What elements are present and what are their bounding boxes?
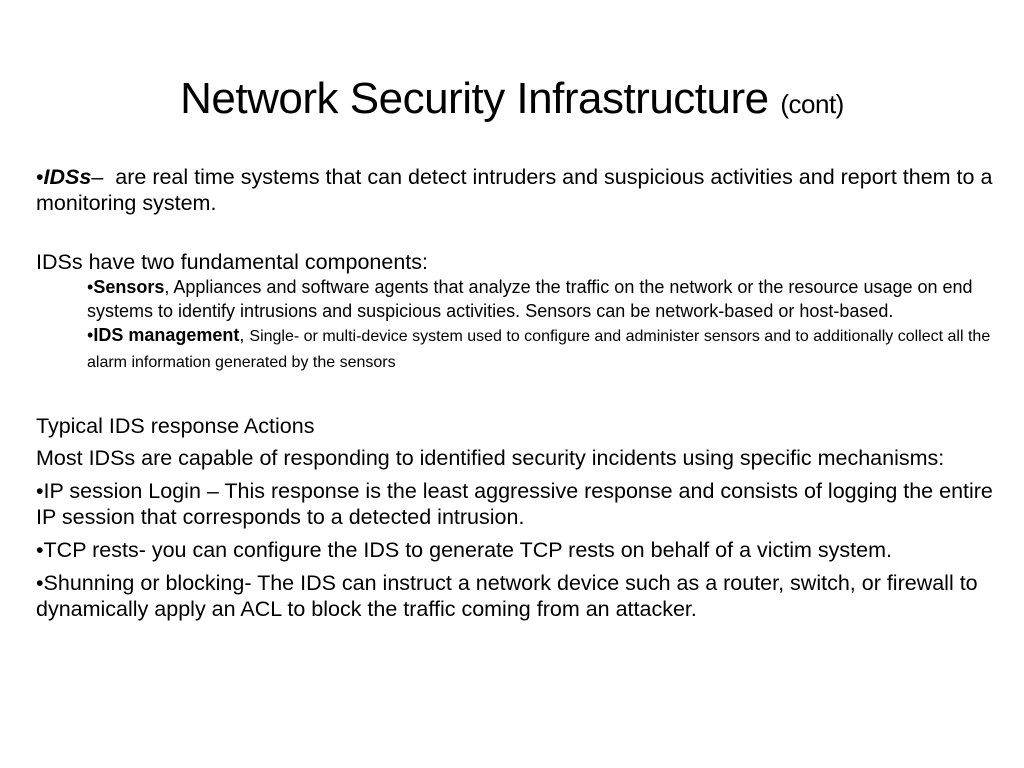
idss-definition-text: are real time systems that can detect intruders and suspicious activities and report them to a monitoring system. [36,165,993,215]
response-heading: Typical IDS response Actions [36,414,315,438]
slide-title-suffix: (cont) [780,89,844,119]
idss-term: IDSs [43,165,92,189]
slide-title [0,72,1024,131]
ids-management-item [87,323,996,375]
response-intro: Most IDSs are capable of responding to identified security incidents using specific mechanisms: [36,446,945,470]
response-text: Shunning or blocking- The IDS can instruct a network device such as a router, switch, or firewall to dynamically apply an ACL to block the traffic coming from an attacker. [36,571,978,621]
response-item-shunning [36,570,996,622]
slide-body [36,164,996,622]
bullet: • [36,479,44,503]
bullet: • [36,165,44,189]
response-text: TCP rests- you can configure the IDS to generate TCP rests on behalf of a victim system. [43,538,892,562]
sensors-item [87,275,996,323]
idss-dash: – [91,165,104,189]
slide-title-main: Network Security Infrastructure [180,74,769,123]
bullet: • [36,538,44,562]
components-heading: IDSs have two fundamental components: [36,250,428,274]
idss-definition [36,164,996,216]
response-item-tcp-rests [36,537,996,563]
ids-management-term: IDS management [93,325,240,345]
sensors-text: , Appliances and software agents that analyze the traffic on the network or the resource usage on end systems to identify intrusions and suspicious activities. Sensors can be network-based or host-based. [87,277,973,321]
bullet: • [87,277,94,297]
bullet: • [36,571,44,595]
response-item-ip-session [36,478,996,530]
ids-management-comma: , [239,325,245,345]
bullet: • [87,325,94,345]
ids-management-text: Single- or multi-device system used to configure and administer sensors and to additionally collect all the alarm information generated by the sensors [87,328,991,371]
sensors-term: Sensors [93,277,165,297]
response-text: IP session Login – This response is the least aggressive response and consists of logging the entire IP session that corresponds to a detected intrusion. [36,479,993,529]
